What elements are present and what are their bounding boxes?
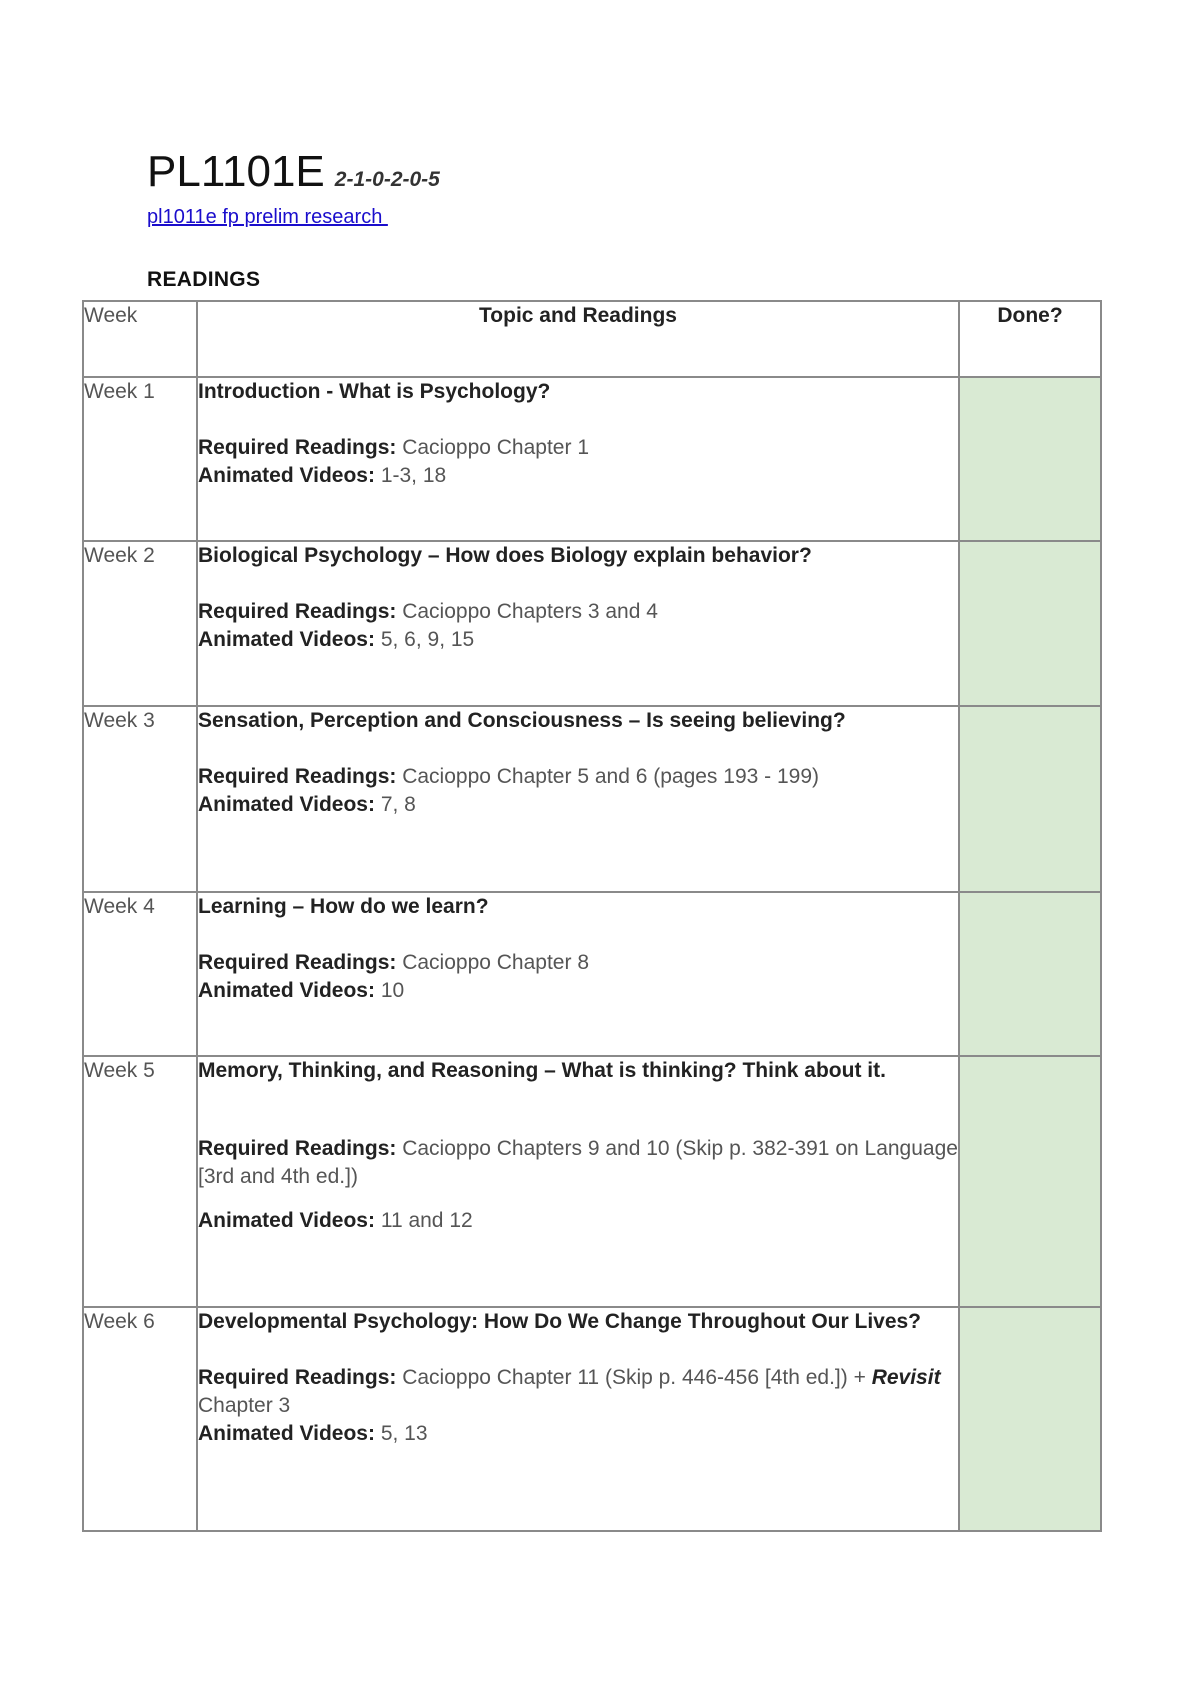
required-readings-line [198,1135,958,1191]
topic-cell [197,377,959,541]
course-title: PL1101E [147,147,325,196]
table-row [83,1307,1101,1531]
table-row [83,377,1101,541]
topic-title: Memory, Thinking, and Reasoning – What is thinking? Think about it. [198,1059,886,1082]
table-row [83,1056,1101,1307]
topic-title: Sensation, Perception and Consciousness – Is seeing believing? [198,709,846,732]
animated-videos-label: Animated Videos: [198,1209,375,1232]
week-label: Week 5 [83,1056,197,1307]
animated-videos-line [198,1420,958,1448]
prelim-research-link[interactable]: pl1011e fp prelim research [147,206,388,228]
topic-cell [197,892,959,1056]
animated-videos-value: 7, 8 [374,793,416,816]
course-code: 2-1-0-2-0-5 [334,168,440,191]
required-readings-line [198,1364,958,1420]
required-readings-label: Required Readings: [198,600,397,623]
required-readings-label: Required Readings: [198,1366,397,1389]
table-row [83,706,1101,892]
done-checkbox-cell[interactable] [959,892,1101,1056]
table-row [83,892,1101,1056]
animated-videos-line [198,626,958,654]
week-label: Week 6 [83,1307,197,1531]
required-readings-value: Cacioppo Chapter 5 and 6 (pages 193 - 199) [396,765,819,788]
done-checkbox-cell[interactable] [959,377,1101,541]
done-checkbox-cell[interactable] [959,706,1101,892]
topic-cell [197,1307,959,1531]
animated-videos-label: Animated Videos: [198,1422,375,1445]
topic-title: Introduction - What is Psychology? [198,380,551,403]
animated-videos-label: Animated Videos: [198,979,375,1002]
required-readings-tail: Chapter 3 [198,1394,291,1417]
table-header-row [83,301,1101,377]
animated-videos-label: Animated Videos: [198,628,375,651]
animated-videos-value: 5, 6, 9, 15 [374,628,475,651]
required-readings-label: Required Readings: [198,1137,397,1160]
week-label: Week 1 [83,377,197,541]
required-readings-line [198,598,958,626]
topic-cell [197,541,959,706]
topic-title: Developmental Psychology: How Do We Change Throughout Our Lives? [198,1310,922,1333]
topic-title: Biological Psychology – How does Biology explain behavior? [198,544,812,567]
week-label: Week 4 [83,892,197,1056]
table-row [83,541,1101,706]
required-readings-line [198,434,958,462]
required-readings-line [198,949,958,977]
animated-videos-label: Animated Videos: [198,793,375,816]
animated-videos-line [198,1207,958,1235]
required-readings-value: Cacioppo Chapters 3 and 4 [396,600,658,623]
required-readings-label: Required Readings: [198,951,397,974]
required-readings-value: Cacioppo Chapters 9 and 10 (Skip p. 382-391 on Language [3rd and 4th ed.]) [198,1137,958,1188]
required-readings-line [198,763,958,791]
required-readings-value: Cacioppo Chapter 8 [396,951,589,974]
revisit-emphasis: Revisit [871,1366,941,1389]
column-header-topic: Topic and Readings [197,301,959,377]
animated-videos-value: 10 [374,979,405,1002]
required-readings-label: Required Readings: [198,765,397,788]
column-header-done: Done? [959,301,1101,377]
topic-title: Learning – How do we learn? [198,895,489,918]
section-heading-readings: READINGS [147,268,261,291]
animated-videos-line [198,791,958,819]
animated-videos-line [198,462,958,490]
animated-videos-value: 11 and 12 [374,1209,473,1232]
animated-videos-line [198,977,958,1005]
readings-table [82,300,1102,1532]
done-checkbox-cell[interactable] [959,541,1101,706]
column-header-week: Week [83,301,197,377]
done-checkbox-cell[interactable] [959,1056,1101,1307]
animated-videos-value: 1-3, 18 [374,464,447,487]
required-readings-value: Cacioppo Chapter 11 (Skip p. 446-456 [4th ed.]) + [396,1366,872,1389]
required-readings-label: Required Readings: [198,436,397,459]
animated-videos-label: Animated Videos: [198,464,375,487]
animated-videos-value: 5, 13 [374,1422,428,1445]
week-label: Week 2 [83,541,197,706]
required-readings-value: Cacioppo Chapter 1 [396,436,589,459]
topic-cell [197,1056,959,1307]
topic-cell [197,706,959,892]
page-title [147,146,440,206]
week-label: Week 3 [83,706,197,892]
done-checkbox-cell[interactable] [959,1307,1101,1531]
